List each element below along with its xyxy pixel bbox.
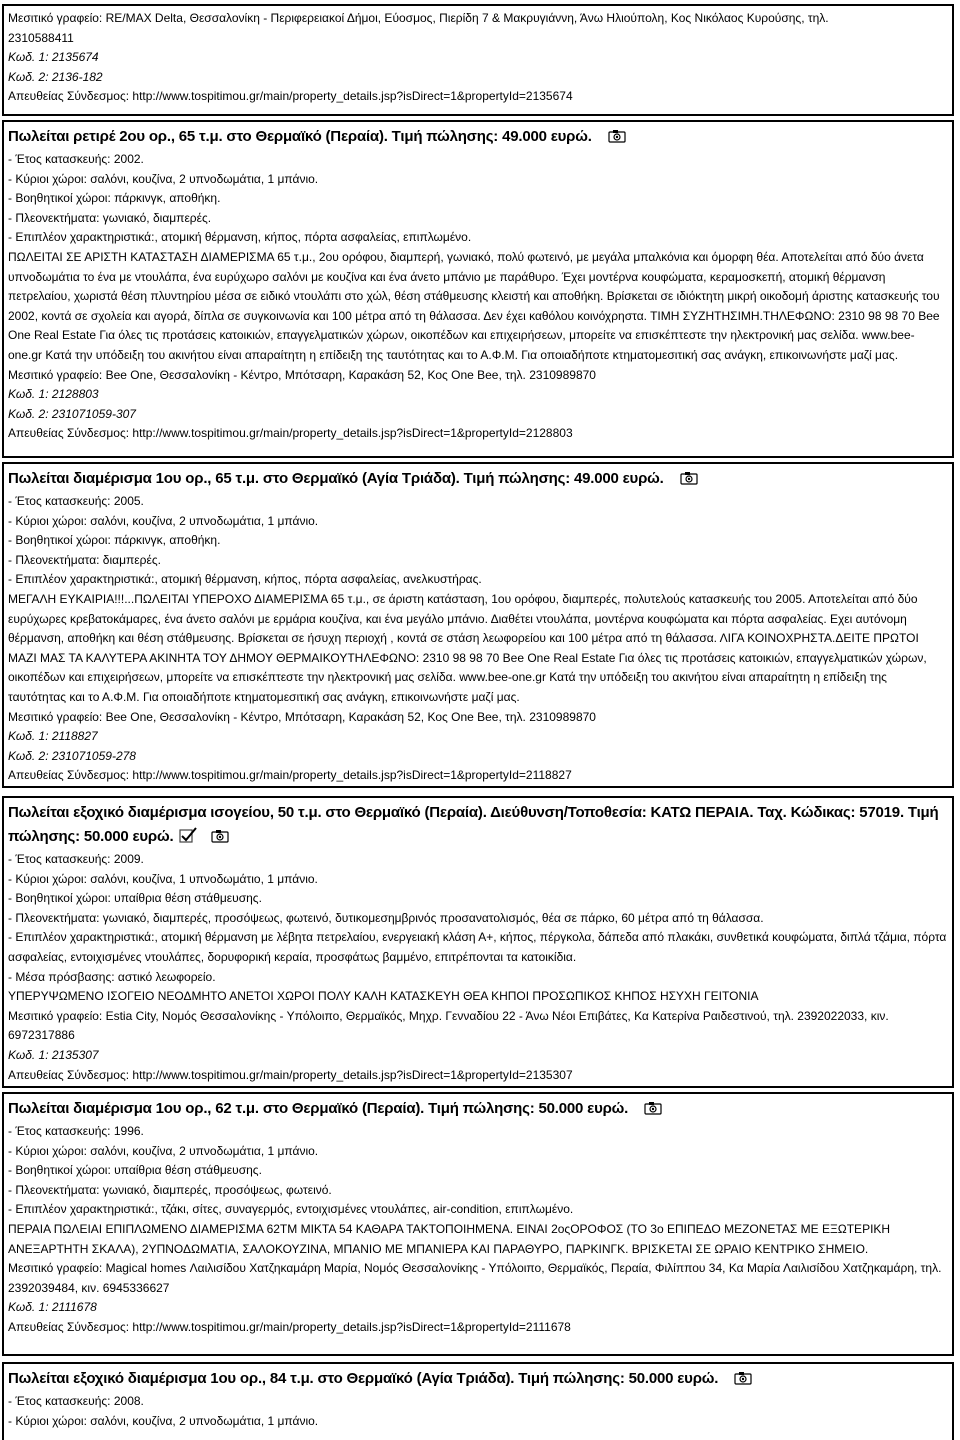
year-built: - Έτος κατασκευής: 2005. — [8, 494, 144, 508]
extra-features: - Επιπλέον χαρακτηριστικά:, ατομική θέρμανση, κήπος, πόρτα ασφαλείας, επιπλωμένο. — [8, 230, 472, 245]
main-rooms: - Κύριοι χώροι: σαλόνι, κουζίνα, 2 υπνοδωμάτια, 1 μπάνιο. — [8, 1413, 319, 1428]
description: ΠΕΡΑΙΑ ΠΩΛΕΙΑΙ ΕΠΙΠΛΩΜΕΝΟ ΔΙΑΜΕΡΙΣΜΑ 62ΤΜ ΜΙΚΤΑ 54 ΚΑΘΑΡΑ ΤΑΚΤΟΠΟΙΗΜΕΝΑ. ΕΙΝΑΙ 2οςΟΡΟΦΟΣ (ΤΟ 3ο ΕΠΙΠΕΔΟ ΜΕΖΟΝΕΤΑΣ ΜΕ ΕΞΩΤΕΡΙΚΗ ΑΝΕΞΑΡΤΗΤΗ ΣΚΑΛΑ), 2ΥΠΝΟΔΩΜΑΤΙΑ, ΣΑΛΟΚΟΥΖΙΝΑ, ΜΠΑΝΙΟ ΜΕ ΜΠΑΝΙΕΡΑ ΚΑΙ ΠΑΡΑΘΥΡΟ, ΠΑΡΚΙΝΓΚ. ΒΡΙΣΚΕΤΑΙ ΣΕ ΩΡΑΙΟ ΚΕΝΤΡΙΚΟ ΣΗΜΕΙΟ. — [8, 1221, 891, 1256]
direct-link[interactable]: Απευθείας Σύνδεσμος: http://www.tospitimou.gr/main/property_details.jsp?isDirect=1&propertyId=2135674 — [8, 89, 573, 104]
extra-features: - Επιπλέον χαρακτηριστικά:, τζάκι, σίτες, συναγερμός, εντοιχισμένες ντουλάπες, air-condition, επιπλωμένο. — [8, 1202, 574, 1217]
agency-line: Μεσιτικό γραφείο: Bee One, Θεσσαλονίκη - Κέντρο, Μπότσαρη, Καρακάση 52, Κος One Bee, τηλ. 2310989870 — [8, 367, 596, 382]
code-1: Κωδ. 1: 2135307 — [8, 1047, 99, 1062]
code-1: Κωδ. 1: 2128803 — [8, 387, 99, 402]
auxiliary-rooms: - Βοηθητικοί χώροι: πάρκινγκ, αποθήκη. — [8, 533, 221, 548]
auxiliary-rooms: - Βοηθητικοί χώροι: πάρκινγκ, αποθήκη. — [8, 191, 221, 206]
listing-title — [8, 1367, 948, 1391]
listing-tail-block — [2, 4, 954, 116]
year-built: - Έτος κατασκευής: 2002. — [8, 152, 144, 166]
access-transport: - Μέσα πρόσβασης: αστικό λεωφορείο. — [8, 969, 216, 984]
description: ΠΩΛΕΙΤΑΙ ΣΕ ΑΡΙΣΤΗ ΚΑΤΑΣΤΑΣΗ ΔΙΑΜΕΡΙΣΜΑ 65 τ.μ., 2ου ορόφου, διαμπερή, γωνιακό, πολύ φωτεινό, με μεγάλα μπαλκόνια και όμορφη θέα. Αποτελείται από δύο άνετα υπνοδωμάτια το ένα με ντουλάπα, ένα ευρύχωρο σαλόνι με κουζίνα και ένα άνετο μπάνιο με παράθυρο. Έχει μοντέρνα κουφώματα, κεραμοσκεπή, ατομική θέρμανση πετρελαίου, χωριστά θέση πλυντηρίου μέσα σε ειδικό ντουλάπι στο χώλ, θέση στάθμευσης κλειστή και αποθήκη. Βρίσκεται σε ιδιόκτητη μικρή οικοδομή άριστης κατασκευής του 2002, κοντά σε σχολεία και αγορά, δίπλα σε συγκοινωνία και 100 μέτρα από τη θάλασσα. Δεν έχει καθόλου κοινόχρηστα. ΤΙΜΗ ΣΥΖΗΤΗΣΙΜΗ.ΤΗΛΕΦΩΝΟ: 2310 98 98 70 Bee One Real Estate Για όλες τις προτάσεις κατοικιών, επαγγελματικών χώρων, οικοπέδων και επιχειρήσεων, μπορείτε να επισκέπτεστε την ηλεκτρονική μας σελίδα. www.bee-one.gr Κατά την υπόδειξη του ακινήτου είναι απαραίτητη η επίδειξη της ταυτότητας και το Α.Φ.Μ. Για οποιαδήποτε κτηματομεσιτική σας ανάγκη, επικοινωνήστε μαζί μας. — [8, 249, 940, 362]
code-2: Κωδ. 2: 231071059-307 — [8, 406, 136, 421]
listing-block — [2, 120, 954, 458]
camera-icon[interactable] — [608, 129, 626, 143]
main-rooms: - Κύριοι χώροι: σαλόνι, κουζίνα, 2 υπνοδωμάτια, 1 μπάνιο. — [8, 513, 319, 528]
code-2: Κωδ. 2: 2136-182 — [8, 69, 103, 84]
direct-link[interactable]: Απευθείας Σύνδεσμος: http://www.tospitimou.gr/main/property_details.jsp?isDirect=1&propertyId=2111678 — [8, 1319, 571, 1334]
listing-title-text: Πωλείται εξοχικό διαμέρισμα 1ου ορ., 84 τ.μ. στο Θερμαϊκό (Αγία Τριάδα). Τιμή πώλησης: 50.000 ευρώ. — [8, 1370, 719, 1387]
direct-link[interactable]: Απευθείας Σύνδεσμος: http://www.tospitimou.gr/main/property_details.jsp?isDirect=1&propertyId=2118827 — [8, 768, 572, 783]
code-1: Κωδ. 1: 2118827 — [8, 729, 98, 744]
direct-link[interactable]: Απευθείας Σύνδεσμος: http://www.tospitimou.gr/main/property_details.jsp?isDirect=1&propertyId=2128803 — [8, 426, 573, 441]
listing-block — [2, 796, 954, 1088]
advantages: - Πλεονεκτήματα: γωνιακό, διαμπερές, προσόψεως, φωτεινό, δυτικομεσημβρινός προσανατολισμός, θέα σε πάρκο, 60 μέτρα από τη θάλασσα. — [8, 910, 764, 925]
agency-line: Μεσιτικό γραφείο: Magical homes Λαιλισίδου Χατζηκαμάρη Μαρία, Νομός Θεσσαλονίκης - Υπόλοιπο, Θερμαϊκός, Περαία, Φιλίππου 34, Κα Μαρία Λαιλισίδου Χατζηκαμάρη, τηλ. 2392039484, κιν. 6945336627 — [8, 1261, 942, 1295]
extra-features: - Επιπλέον χαρακτηριστικά:, ατομική θέρμανση, κήπος, πόρτα ασφαλείας, ανελκυστήρας. — [8, 572, 482, 587]
main-rooms: - Κύριοι χώροι: σαλόνι, κουζίνα, 2 υπνοδωμάτια, 1 μπάνιο. — [8, 171, 319, 186]
listing-title-text: Πωλείται ρετιρέ 2ου ορ., 65 τ.μ. στο Θερμαϊκό (Περαία). Τιμή πώλησης: 49.000 ευρώ. — [8, 128, 592, 145]
agency-line: Μεσιτικό γραφείο: RE/MAX Delta, Θεσσαλονίκη - Περιφερειακοί Δήμοι, Εύοσμος, Πιερίδη 7 & Μακρυγιάννη, Άνω Ηλιούπολη, Κος Νικόλαος Κυρούσης, τηλ. — [8, 11, 829, 25]
listing-title — [8, 1097, 948, 1121]
auxiliary-rooms: - Βοηθητικοί χώροι: υπαίθρια θέση στάθμευσης. — [8, 891, 262, 906]
agency-phone: 2310588411 — [8, 30, 74, 45]
agency-line: Μεσιτικό γραφείο: Bee One, Θεσσαλονίκη - Κέντρο, Μπότσαρη, Καρακάση 52, Κος One Bee, τηλ. 2310989870 — [8, 709, 596, 724]
code-1: Κωδ. 1: 2135674 — [8, 50, 99, 65]
listing-block — [2, 462, 954, 788]
camera-icon[interactable] — [644, 1101, 662, 1115]
direct-link[interactable]: Απευθείας Σύνδεσμος: http://www.tospitimou.gr/main/property_details.jsp?isDirect=1&propertyId=2135307 — [8, 1067, 573, 1082]
advantages: - Πλεονεκτήματα: διαμπερές. — [8, 552, 161, 567]
year-built: - Έτος κατασκευής: 1996. — [8, 1124, 144, 1138]
listing-title-text: Πωλείται διαμέρισμα 1ου ορ., 65 τ.μ. στο Θερμαϊκό (Αγία Τριάδα). Τιμή πώλησης: 49.000 ευρώ. — [8, 470, 664, 487]
listing-title — [8, 467, 948, 491]
listing-block — [2, 1362, 954, 1440]
main-rooms: - Κύριοι χώροι: σαλόνι, κουζίνα, 2 υπνοδωμάτια, 1 μπάνιο. — [8, 1143, 319, 1158]
listing-title — [8, 125, 948, 149]
advantages: - Πλεονεκτήματα: γωνιακό, διαμπερές. — [8, 210, 212, 225]
listing-block — [2, 1092, 954, 1356]
advantages: - Πλεονεκτήματα: γωνιακό, διαμπερές, προσόψεως, φωτεινό. — [8, 1182, 332, 1197]
listing-title — [8, 801, 948, 849]
extra-features: - Επιπλέον χαρακτηριστικά:, ατομική θέρμανση με λέβητα πετρελαίου, ενεργειακή κλάση Α+, κήπος, πέργκολα, δάπεδα από πλακάκι, συνθετικά κουφώματα, διπλά τζάμια, πόρτα ασφαλείας, εντοιχισμένες ντουλάπες, δορυφορική κεραία, προσφάτως βαμμένο, επιτρέπονται τα κατοικίδια. — [8, 930, 947, 964]
checkmark-icon — [179, 827, 197, 843]
code-2: Κωδ. 2: 231071059-278 — [8, 748, 136, 763]
camera-icon[interactable] — [211, 829, 229, 843]
description: ΜΕΓΑΛΗ ΕΥΚΑΙΡΙΑ!!!...ΠΩΛΕΙΤΑΙ ΥΠΕΡΟΧΟ ΔΙΑΜΕΡΙΣΜΑ 65 τ.μ., σε άριστη κατάσταση, 1ου ορόφου, διαμπερές, πολυτελούς κατασκευής του 2005. Αποτελείται από δύο ευρύχωρες κρεβατοκάμαρες, ένα άνετο σαλόνι με ερμάρια κουζίνα, και ένα μεγάλο μπάνιο. Διαθέτει ντουλάπα, μοντέρνα κουφώματα και πόρτα ασφαλείας. Εχει αυτόνομη θέρμανση, αποθήκη και θέση στάθμευσης. Βρίσκεται σε ήσυχη περιοχή , κοντά σε στάση λεωφορείου και 100 μέτρα από τη θάλασσα. ΛΙΓΑ ΚΟΙΝΟΧΡΗΣΤΑ.ΔΕΙΤΕ ΠΡΩΤΟΙ ΜΑΖΙ ΜΑΣ ΤΑ ΚΑΛΥΤΕΡΑ ΑΚΙΝΗΤΑ ΤΟΥ ΔΗΜΟΥ ΘΕΡΜΑΙΚΟΥΤΗΛΕΦΩΝΟ: 2310 98 98 70 Bee One Real Estate Για όλες τις προτάσεις κατοικιών, επαγγελματικών χώρων, οικοπέδων και επιχειρήσεων, μπορείτε να επισκέπτεστε την ηλεκτρονική μας σελίδα. www.bee-one.gr Κατά την υπόδειξη του ακινήτου είναι απαραίτητη η επίδειξη της ταυτότητας και το Α.Φ.Μ. Για οποιαδήποτε κτηματομεσιτική σας ανάγκη, επικοινωνήστε μαζί μας. — [8, 591, 927, 704]
agency-line: Μεσιτικό γραφείο: Estia City, Νομός Θεσσαλονίκης - Υπόλοιπο, Θερμαϊκός, Μηχρ. Γενναδίου 22 - Άνω Νέοι Επιβάτες, Κα Κατερίνα Ραιδεστινού, τηλ. 2392022033, κιν. 6972317886 — [8, 1008, 889, 1043]
camera-icon[interactable] — [680, 471, 698, 485]
main-rooms: - Κύριοι χώροι: σαλόνι, κουζίνα, 1 υπνοδωμάτιο, 1 μπάνιο. — [8, 871, 318, 886]
camera-icon[interactable] — [734, 1371, 752, 1385]
code-1: Κωδ. 1: 2111678 — [8, 1300, 97, 1315]
listing-title-text: Πωλείται διαμέρισμα 1ου ορ., 62 τ.μ. στο Θερμαϊκό (Περαία). Τιμή πώλησης: 50.000 ευρώ. — [8, 1100, 629, 1117]
description: ΥΠΕΡΥΨΩΜΕΝΟ ΙΣΟΓΕΙΟ ΝΕΟΔΜΗΤΟ ΑΝΕΤΟΙ ΧΩΡΟΙ ΠΟΛΥ ΚΑΛΗ ΚΑΤΑΣΚΕΥΗ ΘΕΑ ΚΗΠΟΙ ΠΡΟΣΩΠΙΚΟΣ ΚΗΠΟΣ ΗΣΥΧΗ ΓΕΙΤΟΝΙΑ — [8, 989, 759, 1004]
year-built: - Έτος κατασκευής: 2009. — [8, 852, 144, 866]
listing-title-text: Πωλείται εξοχικό διαμέρισμα ισογείου, 50 τ.μ. στο Θερμαϊκό (Περαία). Διεύθυνση/Τοποθεσία: ΚΑΤΩ ΠΕΡΑΙΑ. Ταχ. Κώδικας: 57019. Τιμή πώλησης: 50.000 ευρώ. — [8, 804, 939, 845]
year-built: - Έτος κατασκευής: 2008. — [8, 1394, 144, 1408]
auxiliary-rooms: - Βοηθητικοί χώροι: υπαίθρια θέση στάθμευσης. — [8, 1163, 262, 1178]
